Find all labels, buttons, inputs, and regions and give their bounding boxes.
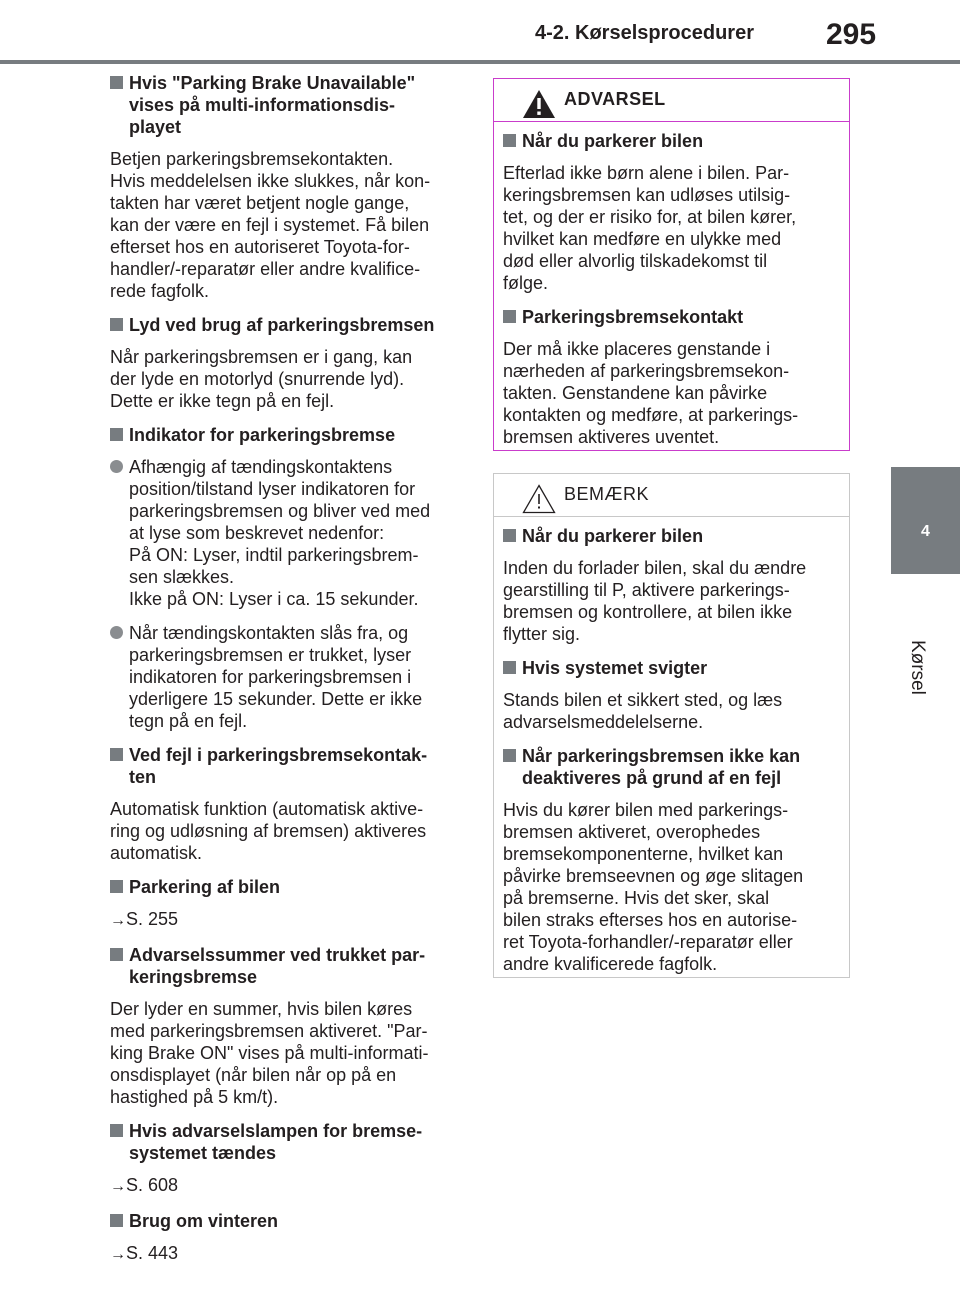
square-bullet-icon bbox=[110, 1214, 123, 1227]
text-line: Når tændingskontakten slås fra, og bbox=[129, 623, 409, 643]
square-bullet-icon bbox=[503, 529, 516, 542]
text-line: Når du parkerer bilen bbox=[522, 526, 704, 546]
body-text bbox=[110, 998, 470, 1108]
text-line: Der lyder en summer, hvis bilen køres bbox=[110, 999, 413, 1019]
header-rule bbox=[0, 60, 960, 64]
section-heading bbox=[503, 745, 841, 789]
text-lines bbox=[110, 998, 470, 1108]
circle-bullet-icon bbox=[110, 626, 123, 639]
text-line: bremsen aktiveres uventet. bbox=[503, 427, 720, 447]
warning-icon bbox=[522, 89, 556, 119]
text-line: Når du parkerer bilen bbox=[522, 131, 704, 151]
text-line: advarselsmeddelelserne. bbox=[503, 712, 704, 732]
text-line: keringsbremse bbox=[129, 967, 258, 987]
text-line: på bremserne. Hvis det sker, skal bbox=[503, 888, 770, 908]
text-line: Betjen parkeringsbremsekontakten. bbox=[110, 149, 394, 169]
square-bullet-icon bbox=[503, 310, 516, 323]
body-text bbox=[503, 689, 841, 733]
text-line: Ved fejl i parkeringsbremsekontak- bbox=[129, 745, 428, 765]
page-reference-link[interactable] bbox=[110, 1174, 470, 1198]
warning-content bbox=[494, 122, 849, 448]
text-lines bbox=[126, 1243, 178, 1263]
text-line: ret Toyota-forhandler/-reparatør eller bbox=[503, 932, 793, 952]
text-line: tet, og der er risiko for, at bilen kører, bbox=[503, 207, 797, 227]
square-bullet-icon bbox=[503, 661, 516, 674]
text-line: Brug om vinteren bbox=[129, 1211, 279, 1231]
text-lines bbox=[129, 314, 470, 336]
text-lines bbox=[522, 745, 841, 789]
square-bullet-icon bbox=[110, 428, 123, 441]
text-line: Indikator for parkeringsbremse bbox=[129, 425, 396, 445]
section-heading bbox=[503, 657, 841, 679]
square-bullet-icon bbox=[503, 134, 516, 147]
text-line: Hvis meddelelsen ikke slukkes, når kon- bbox=[110, 171, 431, 191]
body-text bbox=[503, 799, 841, 975]
section-heading bbox=[110, 1120, 470, 1164]
text-line: Inden du forlader bilen, skal du ændre bbox=[503, 558, 807, 578]
text-line: Afhængig af tændingskontaktens bbox=[129, 457, 393, 477]
text-line: bremsen aktiveret, overophedes bbox=[503, 822, 761, 842]
arrow-right-icon: → bbox=[110, 1178, 126, 1195]
text-line: der lyde en motorlyd (snurrende lyd). bbox=[110, 369, 405, 389]
text-lines bbox=[522, 657, 841, 679]
body-text bbox=[110, 148, 470, 302]
text-line: handler/-reparatør eller andre kvalifice- bbox=[110, 259, 421, 279]
text-line: vises på multi-informationsdis- bbox=[129, 95, 396, 115]
text-line: automatisk. bbox=[110, 843, 203, 863]
bullet-item bbox=[110, 456, 470, 610]
text-line: Hvis du kører bilen med parkerings- bbox=[503, 800, 789, 820]
text-line: Stands bilen et sikkert sted, og læs bbox=[503, 690, 783, 710]
text-lines bbox=[110, 346, 470, 412]
text-line: yderligere 15 sekunder. Dette er ikke bbox=[129, 689, 423, 709]
page-reference-link[interactable] bbox=[110, 1242, 470, 1266]
section-heading bbox=[110, 944, 470, 988]
text-line: følge. bbox=[503, 273, 549, 293]
text-line: deaktiveres på grund af en fejl bbox=[522, 768, 782, 788]
text-line: nærheden af parkeringsbremsekon- bbox=[503, 361, 790, 381]
text-line: Parkering af bilen bbox=[129, 877, 281, 897]
section-heading bbox=[110, 1210, 470, 1232]
chapter-label: Kørsel bbox=[907, 640, 928, 695]
text-line: Parkeringsbremsekontakt bbox=[522, 307, 744, 327]
section-heading bbox=[110, 424, 470, 446]
page-number: 295 bbox=[826, 18, 877, 51]
bullet-item bbox=[110, 622, 470, 732]
text-line: Hvis systemet svigter bbox=[522, 658, 708, 678]
text-line: Hvis advarselslampen for bremse- bbox=[129, 1121, 423, 1141]
text-line: hastighed på 5 km/t). bbox=[110, 1087, 279, 1107]
text-line: ten bbox=[129, 767, 156, 787]
chapter-tab[interactable] bbox=[891, 467, 960, 574]
text-line: S. 443 bbox=[126, 1243, 179, 1263]
warning-header bbox=[494, 79, 849, 122]
text-lines bbox=[126, 909, 178, 929]
text-lines bbox=[129, 456, 470, 610]
text-line: takten. Genstandene kan påvirke bbox=[503, 383, 768, 403]
text-lines bbox=[129, 622, 470, 732]
text-line: Når parkeringsbremsen ikke kan bbox=[522, 746, 801, 766]
text-line: Automatisk funktion (automatisk aktive- bbox=[110, 799, 424, 819]
text-lines bbox=[503, 799, 841, 975]
caution-icon bbox=[522, 484, 556, 514]
square-bullet-icon bbox=[503, 749, 516, 762]
left-column bbox=[110, 72, 470, 1278]
text-line: hvilket kan medføre en ulykke med bbox=[503, 229, 782, 249]
text-lines bbox=[503, 162, 841, 294]
text-line: playet bbox=[129, 117, 182, 137]
text-line: bilen straks efterses hos en autorise- bbox=[503, 910, 798, 930]
text-lines bbox=[110, 148, 470, 302]
text-lines bbox=[129, 1120, 470, 1164]
text-lines bbox=[522, 525, 841, 547]
text-line: Dette er ikke tegn på en fejl. bbox=[110, 391, 335, 411]
square-bullet-icon bbox=[110, 1124, 123, 1137]
notice-box bbox=[493, 473, 850, 978]
text-line: Hvis "Parking Brake Unavailable" bbox=[129, 73, 416, 93]
text-lines bbox=[129, 944, 470, 988]
text-line: bremsen og kontrollere, at bilen ikke bbox=[503, 602, 793, 622]
text-line: med parkeringsbremsen aktiveret. "Par- bbox=[110, 1021, 428, 1041]
text-line: efterset hos en autoriseret Toyota-for- bbox=[110, 237, 410, 257]
body-text bbox=[503, 557, 841, 645]
text-lines bbox=[503, 338, 841, 448]
text-line: Der må ikke placeres genstande i bbox=[503, 339, 771, 359]
text-line: position/tilstand lyser indikatoren for bbox=[129, 479, 416, 499]
text-line: king Brake ON" vises på multi-informati- bbox=[110, 1043, 429, 1063]
text-lines bbox=[129, 876, 470, 898]
text-lines bbox=[129, 744, 470, 788]
text-line: rede fagfolk. bbox=[110, 281, 210, 301]
text-line: systemet tændes bbox=[129, 1143, 277, 1163]
text-line: Ikke på ON: Lyser i ca. 15 sekunder. bbox=[129, 589, 419, 609]
text-lines bbox=[129, 1210, 470, 1232]
section-heading bbox=[503, 525, 841, 547]
text-line: keringsbremsen kan udløses utilsig- bbox=[503, 185, 791, 205]
section-heading bbox=[110, 744, 470, 788]
chapter-number: 4 bbox=[921, 523, 930, 540]
notice-content bbox=[494, 517, 849, 975]
square-bullet-icon bbox=[110, 76, 123, 89]
text-line: sen slækkes. bbox=[129, 567, 235, 587]
text-line: indikatoren for parkeringsbremsen i bbox=[129, 667, 412, 687]
text-line: andre kvalificerede fagfolk. bbox=[503, 954, 718, 974]
text-line: tegn på en fejl. bbox=[129, 711, 248, 731]
text-line: bremsekomponenterne, hvilket kan bbox=[503, 844, 784, 864]
text-lines bbox=[126, 1175, 178, 1195]
body-text bbox=[110, 798, 470, 864]
arrow-right-icon: → bbox=[110, 912, 126, 929]
text-line: kan der være en fejl i systemet. Få bilen bbox=[110, 215, 430, 235]
circle-bullet-icon bbox=[110, 460, 123, 473]
square-bullet-icon bbox=[110, 748, 123, 761]
text-line: På ON: Lyser, indtil parkeringsbrem- bbox=[129, 545, 419, 565]
text-lines bbox=[129, 424, 470, 446]
section-heading bbox=[503, 306, 841, 328]
square-bullet-icon bbox=[110, 948, 123, 961]
text-lines bbox=[503, 689, 841, 733]
text-line: takten har været betjent nogle gange, bbox=[110, 193, 410, 213]
text-line: påvirke bremseevnen og øge slitagen bbox=[503, 866, 804, 886]
text-line: Efterlad ikke børn alene i bilen. Par- bbox=[503, 163, 790, 183]
section-heading bbox=[110, 72, 470, 138]
body-text bbox=[110, 346, 470, 412]
text-line: Når parkeringsbremsen er i gang, kan bbox=[110, 347, 413, 367]
text-lines bbox=[110, 798, 470, 864]
notice-title: BEMÆRK bbox=[564, 484, 650, 504]
section-heading bbox=[110, 314, 470, 336]
text-line: S. 255 bbox=[126, 909, 179, 929]
body-text bbox=[503, 162, 841, 294]
notice-header bbox=[494, 474, 849, 517]
text-lines bbox=[503, 557, 841, 645]
text-lines bbox=[522, 130, 841, 152]
text-line: kontakten og medføre, at parkerings- bbox=[503, 405, 799, 425]
text-line: parkeringsbremsen og bliver ved med bbox=[129, 501, 431, 521]
text-line: parkeringsbremsen er trukket, lyser bbox=[129, 645, 412, 665]
text-lines bbox=[522, 306, 841, 328]
square-bullet-icon bbox=[110, 880, 123, 893]
text-line: død eller alvorlig tilskadekomst til bbox=[503, 251, 768, 271]
section-title: 4-2. Kørselsprocedurer bbox=[535, 22, 754, 44]
text-line: onsdisplayet (når bilen når op på en bbox=[110, 1065, 397, 1085]
text-line: ring og udløsning af bremsen) aktiveres bbox=[110, 821, 427, 841]
section-heading bbox=[110, 876, 470, 898]
text-lines bbox=[129, 72, 470, 138]
arrow-right-icon: → bbox=[110, 1246, 126, 1263]
square-bullet-icon bbox=[110, 318, 123, 331]
page-reference-link[interactable] bbox=[110, 908, 470, 932]
text-line: flytter sig. bbox=[503, 624, 581, 644]
text-line: at lyse som beskrevet nedenfor: bbox=[129, 523, 385, 543]
text-line: gearstilling til P, aktivere parkerings- bbox=[503, 580, 790, 600]
body-text bbox=[503, 338, 841, 448]
warning-title: ADVARSEL bbox=[564, 89, 666, 109]
text-line: Lyd ved brug af parkeringsbremsen bbox=[129, 315, 435, 335]
section-heading bbox=[503, 130, 841, 152]
warning-box bbox=[493, 78, 850, 451]
text-line: Advarselssummer ved trukket par- bbox=[129, 945, 426, 965]
text-line: S. 608 bbox=[126, 1175, 179, 1195]
